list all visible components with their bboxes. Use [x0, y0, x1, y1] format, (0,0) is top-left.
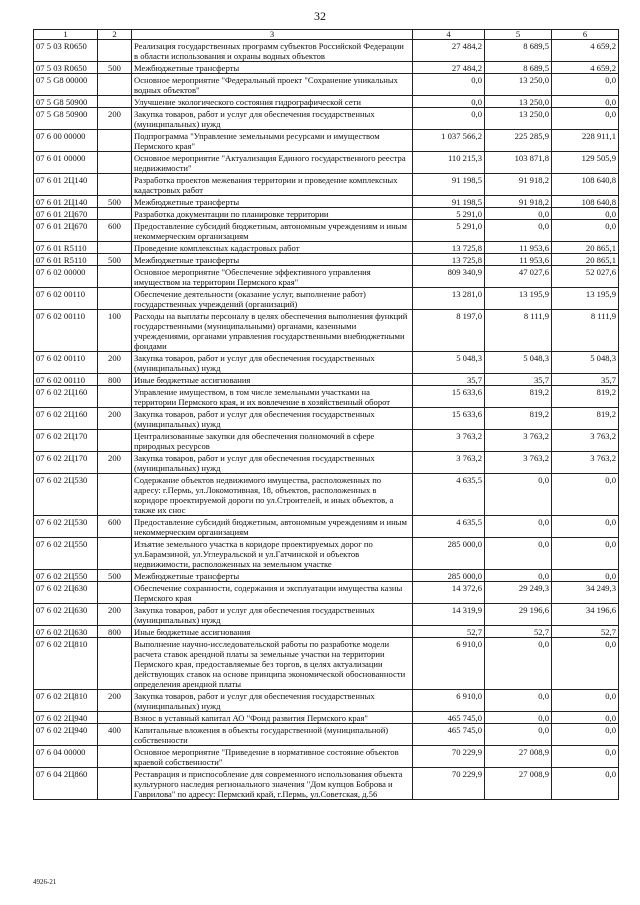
cell-amount-col5: 8 689,5: [485, 62, 552, 74]
cell-description: Закупка товаров, работ и услуг для обеспечения государственных (муниципальных) нужд: [132, 108, 413, 130]
cell-expense-type: [98, 746, 132, 768]
cell-amount-col5: 91 918,2: [485, 174, 552, 196]
cell-expense-type: [98, 74, 132, 96]
table-row: [34, 254, 619, 266]
cell-amount-col6: 0,0: [552, 538, 619, 570]
table-row: [34, 712, 619, 724]
column-header: 4: [413, 30, 485, 40]
cell-amount-col4: 0,0: [413, 108, 485, 130]
table-row: [34, 374, 619, 386]
cell-description: Расходы на выплаты персоналу в целях обеспечения выполнения функций государственными (муниципальными) органами, казенными учреждениями, органами управления государственными внебюджетными фондами: [132, 310, 413, 352]
cell-amount-col5: 3 763,2: [485, 430, 552, 452]
cell-amount-col6: 52 027,6: [552, 266, 619, 288]
table-row: [34, 220, 619, 242]
cell-amount-col5: 3 763,2: [485, 452, 552, 474]
cell-amount-col4: 465 745,0: [413, 724, 485, 746]
cell-amount-col5: 0,0: [485, 638, 552, 690]
cell-target-code: 07 6 02 00110: [34, 310, 98, 352]
cell-target-code: 07 6 02 2Ц630: [34, 626, 98, 638]
cell-amount-col5: 0,0: [485, 208, 552, 220]
cell-amount-col4: 14 372,6: [413, 582, 485, 604]
cell-target-code: 07 6 04 00000: [34, 746, 98, 768]
cell-amount-col4: 27 484,2: [413, 62, 485, 74]
table-row: [34, 430, 619, 452]
cell-amount-col5: 27 008,9: [485, 746, 552, 768]
cell-expense-type: 200: [98, 408, 132, 430]
column-header: 3: [132, 30, 413, 40]
cell-expense-type: [98, 130, 132, 152]
cell-description: Межбюджетные трансферты: [132, 570, 413, 582]
cell-amount-col5: 13 250,0: [485, 96, 552, 108]
cell-target-code: 07 6 01 00000: [34, 152, 98, 174]
cell-target-code: 07 6 02 2Ц170: [34, 452, 98, 474]
cell-amount-col5: 91 918,2: [485, 196, 552, 208]
column-header: 2: [98, 30, 132, 40]
cell-target-code: 07 6 02 00110: [34, 374, 98, 386]
table-row: [34, 516, 619, 538]
cell-amount-col4: 4 635,5: [413, 474, 485, 516]
cell-description: Разработка проектов межевания территории и проведение комплексных кадастровых работ: [132, 174, 413, 196]
cell-target-code: 07 6 02 2Ц160: [34, 408, 98, 430]
cell-amount-col6: 228 911,1: [552, 130, 619, 152]
cell-target-code: 07 6 01 2Ц670: [34, 220, 98, 242]
cell-amount-col6: 4 659,2: [552, 62, 619, 74]
cell-amount-col4: 70 229,9: [413, 768, 485, 800]
cell-target-code: 07 6 00 00000: [34, 130, 98, 152]
cell-amount-col5: 0,0: [485, 220, 552, 242]
cell-amount-col4: 13 725,8: [413, 254, 485, 266]
cell-expense-type: [98, 208, 132, 220]
cell-amount-col6: 0,0: [552, 712, 619, 724]
column-header: 6: [552, 30, 619, 40]
cell-amount-col5: 0,0: [485, 474, 552, 516]
cell-amount-col5: 27 008,9: [485, 768, 552, 800]
cell-amount-col5: 225 285,9: [485, 130, 552, 152]
table-row: [34, 746, 619, 768]
table-row: [34, 266, 619, 288]
cell-description: Централизованные закупки для обеспечения полномочий в сфере природных ресурсов: [132, 430, 413, 452]
cell-description: Выполнение научно-исследовательской работы по разработке модели расчета ставок арендной платы за земельные участки на территории Пермского края, предоставляемые без торгов, в целях актуализации действующих ставок на основе принципа экономической обоснованности определения арендной платы: [132, 638, 413, 690]
table-row: [34, 108, 619, 130]
cell-amount-col6: 34 196,6: [552, 604, 619, 626]
cell-description: Основное мероприятие "Федеральный проект "Сохранение уникальных водных объектов": [132, 74, 413, 96]
cell-expense-type: [98, 174, 132, 196]
table-row: [34, 74, 619, 96]
cell-amount-col6: 0,0: [552, 638, 619, 690]
cell-target-code: 07 6 01 2Ц140: [34, 174, 98, 196]
cell-description: Обеспечение деятельности (оказание услуг, выполнение работ) государственных учреждений (организаций): [132, 288, 413, 310]
table-header-row: [34, 30, 619, 40]
cell-description: Разработка документации по планировке территории: [132, 208, 413, 220]
cell-expense-type: [98, 40, 132, 62]
cell-amount-col5: 29 249,3: [485, 582, 552, 604]
cell-amount-col5: 8 111,9: [485, 310, 552, 352]
cell-expense-type: [98, 638, 132, 690]
cell-amount-col6: 0,0: [552, 208, 619, 220]
cell-target-code: 07 5 03 R0650: [34, 40, 98, 62]
cell-expense-type: 100: [98, 310, 132, 352]
cell-amount-col4: 52,7: [413, 626, 485, 638]
cell-amount-col4: 15 633,6: [413, 386, 485, 408]
cell-amount-col4: 1 037 566,2: [413, 130, 485, 152]
cell-target-code: 07 6 04 2Ц860: [34, 768, 98, 800]
table-row: [34, 174, 619, 196]
table-row: [34, 724, 619, 746]
cell-amount-col5: 29 196,6: [485, 604, 552, 626]
cell-amount-col6: 52,7: [552, 626, 619, 638]
cell-description: Закупка товаров, работ и услуг для обеспечения государственных (муниципальных) нужд: [132, 690, 413, 712]
cell-amount-col5: 35,7: [485, 374, 552, 386]
cell-amount-col6: 0,0: [552, 74, 619, 96]
cell-expense-type: 200: [98, 452, 132, 474]
cell-amount-col6: 4 659,2: [552, 40, 619, 62]
cell-description: Улучшение экологического состояния гидрографической сети: [132, 96, 413, 108]
cell-expense-type: [98, 430, 132, 452]
cell-amount-col6: 20 865,1: [552, 242, 619, 254]
cell-amount-col5: 11 953,6: [485, 254, 552, 266]
cell-amount-col6: 20 865,1: [552, 254, 619, 266]
cell-target-code: 07 6 02 2Ц940: [34, 712, 98, 724]
cell-amount-col5: 819,2: [485, 386, 552, 408]
table-row: [34, 196, 619, 208]
cell-expense-type: [98, 474, 132, 516]
cell-amount-col6: 0,0: [552, 690, 619, 712]
cell-target-code: 07 6 02 2Ц630: [34, 604, 98, 626]
cell-amount-col4: 13 281,0: [413, 288, 485, 310]
cell-amount-col6: 0,0: [552, 96, 619, 108]
cell-target-code: 07 6 02 2Ц530: [34, 474, 98, 516]
cell-target-code: 07 5 G8 50900: [34, 108, 98, 130]
cell-expense-type: [98, 582, 132, 604]
table-row: [34, 582, 619, 604]
table-row: [34, 96, 619, 108]
cell-description: Изъятие земельного участка в коридоре проектируемых дорог по ул.Барамзиной, ул.Углеуральской и ул.Гатчинской и объектов недвижимости, расположенных на земельном участке: [132, 538, 413, 570]
cell-description: Закупка товаров, работ и услуг для обеспечения государственных (муниципальных) нужд: [132, 452, 413, 474]
cell-description: Закупка товаров, работ и услуг для обеспечения государственных (муниципальных) нужд: [132, 352, 413, 374]
cell-expense-type: 800: [98, 374, 132, 386]
cell-description: Иные бюджетные ассигнования: [132, 626, 413, 638]
cell-amount-col6: 5 048,3: [552, 352, 619, 374]
cell-amount-col4: 5 048,3: [413, 352, 485, 374]
cell-amount-col4: 91 198,5: [413, 174, 485, 196]
cell-target-code: 07 6 01 R5110: [34, 254, 98, 266]
cell-description: Содержание объектов недвижимого имущества, расположенных по адресу: г.Пермь, ул.Локомотивная, 18, объектов, расположенных в коридоре проектируемой дороги по ул.Строителей, и иных объектов, а также их снос: [132, 474, 413, 516]
cell-target-code: 07 6 02 00110: [34, 288, 98, 310]
cell-expense-type: [98, 96, 132, 108]
budget-table: [33, 29, 619, 800]
cell-amount-col4: 13 725,8: [413, 242, 485, 254]
cell-amount-col6: 0,0: [552, 516, 619, 538]
cell-amount-col4: 91 198,5: [413, 196, 485, 208]
cell-amount-col4: 4 635,5: [413, 516, 485, 538]
table-row: [34, 408, 619, 430]
cell-amount-col4: 6 910,0: [413, 638, 485, 690]
cell-amount-col6: 819,2: [552, 408, 619, 430]
cell-description: Предоставление субсидий бюджетным, автономным учреждениям и иным некоммерческим организациям: [132, 516, 413, 538]
cell-description: Обеспечение сохранности, содержания и эксплуатации имущества казны Пермского края: [132, 582, 413, 604]
cell-expense-type: [98, 386, 132, 408]
cell-expense-type: 200: [98, 690, 132, 712]
cell-target-code: 07 6 02 2Ц550: [34, 538, 98, 570]
cell-expense-type: [98, 288, 132, 310]
cell-expense-type: [98, 152, 132, 174]
cell-amount-col4: 285 000,0: [413, 570, 485, 582]
cell-description: Взнос в уставный капитал АО "Фонд развития Пермского края": [132, 712, 413, 724]
cell-description: Межбюджетные трансферты: [132, 62, 413, 74]
cell-description: Реставрация и приспособление для современного использования объекта культурного наследия регионального значения "Дом купцов Боброва и Гаврилова" по адресу: Пермский край, г.Пермь, ул.Советская, д.56: [132, 768, 413, 800]
table-row: [34, 310, 619, 352]
cell-amount-col6: 0,0: [552, 220, 619, 242]
cell-amount-col6: 819,2: [552, 386, 619, 408]
cell-amount-col5: 0,0: [485, 724, 552, 746]
cell-target-code: 07 6 01 R5110: [34, 242, 98, 254]
table-row: [34, 62, 619, 74]
cell-target-code: 07 6 02 2Ц810: [34, 638, 98, 690]
cell-amount-col5: 0,0: [485, 712, 552, 724]
cell-expense-type: [98, 242, 132, 254]
cell-amount-col4: 465 745,0: [413, 712, 485, 724]
table-row: [34, 152, 619, 174]
cell-amount-col4: 8 197,0: [413, 310, 485, 352]
cell-target-code: 07 6 02 2Ц550: [34, 570, 98, 582]
cell-amount-col6: 108 640,8: [552, 196, 619, 208]
cell-target-code: 07 6 02 00110: [34, 352, 98, 374]
cell-description: Закупка товаров, работ и услуг для обеспечения государственных (муниципальных) нужд: [132, 604, 413, 626]
cell-description: Управление имуществом, в том числе земельными участками на территории Пермского края, и их вовлечение в хозяйственный оборот: [132, 386, 413, 408]
cell-target-code: 07 5 G8 50900: [34, 96, 98, 108]
table-row: [34, 638, 619, 690]
cell-description: Проведение комплексных кадастровых работ: [132, 242, 413, 254]
table-row: [34, 352, 619, 374]
cell-target-code: 07 6 02 2Ц810: [34, 690, 98, 712]
cell-amount-col6: 0,0: [552, 570, 619, 582]
cell-amount-col6: 35,7: [552, 374, 619, 386]
cell-amount-col4: 0,0: [413, 74, 485, 96]
cell-amount-col4: 285 000,0: [413, 538, 485, 570]
cell-amount-col5: 47 027,6: [485, 266, 552, 288]
cell-amount-col5: 0,0: [485, 516, 552, 538]
cell-target-code: 07 6 02 2Ц160: [34, 386, 98, 408]
table-row: [34, 570, 619, 582]
cell-amount-col4: 6 910,0: [413, 690, 485, 712]
page-number: 32: [314, 9, 326, 23]
table-row: [34, 690, 619, 712]
cell-amount-col5: 8 689,5: [485, 40, 552, 62]
cell-expense-type: 500: [98, 196, 132, 208]
table-row: [34, 452, 619, 474]
cell-amount-col5: 0,0: [485, 570, 552, 582]
table-row: [34, 386, 619, 408]
cell-expense-type: [98, 538, 132, 570]
table-row: [34, 40, 619, 62]
table-row: [34, 208, 619, 220]
table-row: [34, 474, 619, 516]
cell-expense-type: 800: [98, 626, 132, 638]
cell-amount-col6: 108 640,8: [552, 174, 619, 196]
cell-amount-col4: 5 291,0: [413, 220, 485, 242]
cell-expense-type: 400: [98, 724, 132, 746]
cell-expense-type: [98, 712, 132, 724]
cell-amount-col4: 14 319,9: [413, 604, 485, 626]
cell-description: Предоставление субсидий бюджетным, автономным учреждениям и иным некоммерческим организациям: [132, 220, 413, 242]
cell-amount-col4: 70 229,9: [413, 746, 485, 768]
table-row: [34, 538, 619, 570]
cell-amount-col5: 11 953,6: [485, 242, 552, 254]
table-row: [34, 768, 619, 800]
cell-description: Иные бюджетные ассигнования: [132, 374, 413, 386]
cell-amount-col6: 8 111,9: [552, 310, 619, 352]
cell-description: Межбюджетные трансферты: [132, 196, 413, 208]
table-row: [34, 242, 619, 254]
cell-amount-col4: 5 291,0: [413, 208, 485, 220]
cell-amount-col6: 0,0: [552, 724, 619, 746]
cell-expense-type: 600: [98, 220, 132, 242]
cell-expense-type: [98, 266, 132, 288]
cell-amount-col4: 35,7: [413, 374, 485, 386]
cell-amount-col5: 13 250,0: [485, 108, 552, 130]
cell-amount-col5: 13 250,0: [485, 74, 552, 96]
cell-amount-col6: 0,0: [552, 474, 619, 516]
cell-description: Основное мероприятие "Актуализация Единого государственного реестра недвижимости": [132, 152, 413, 174]
cell-description: Основное мероприятие "Приведение в нормативное состояние объектов краевой собственности": [132, 746, 413, 768]
cell-expense-type: 500: [98, 254, 132, 266]
cell-target-code: 07 5 G8 00000: [34, 74, 98, 96]
cell-target-code: 07 6 01 2Ц670: [34, 208, 98, 220]
table-row: [34, 288, 619, 310]
cell-expense-type: 200: [98, 352, 132, 374]
cell-amount-col6: 3 763,2: [552, 430, 619, 452]
table-row: [34, 604, 619, 626]
table-row: [34, 626, 619, 638]
cell-expense-type: 600: [98, 516, 132, 538]
cell-description: Основное мероприятие "Обеспечение эффективного управления имуществом на территории Пермского края": [132, 266, 413, 288]
cell-amount-col5: 0,0: [485, 690, 552, 712]
cell-description: Межбюджетные трансферты: [132, 254, 413, 266]
cell-target-code: 07 6 02 2Ц170: [34, 430, 98, 452]
cell-expense-type: 500: [98, 570, 132, 582]
cell-amount-col6: 0,0: [552, 746, 619, 768]
cell-amount-col4: 0,0: [413, 96, 485, 108]
cell-expense-type: 200: [98, 108, 132, 130]
cell-amount-col5: 5 048,3: [485, 352, 552, 374]
cell-amount-col6: 3 763,2: [552, 452, 619, 474]
cell-amount-col4: 3 763,2: [413, 452, 485, 474]
table-row: [34, 130, 619, 152]
cell-target-code: 07 5 03 R0650: [34, 62, 98, 74]
cell-target-code: 07 6 02 2Ц630: [34, 582, 98, 604]
cell-amount-col4: 809 340,9: [413, 266, 485, 288]
cell-target-code: 07 6 02 00000: [34, 266, 98, 288]
cell-amount-col6: 13 195,9: [552, 288, 619, 310]
cell-amount-col6: 0,0: [552, 768, 619, 800]
cell-amount-col5: 0,0: [485, 538, 552, 570]
column-header: 5: [485, 30, 552, 40]
cell-expense-type: 500: [98, 62, 132, 74]
cell-description: Подпрограмма "Управление земельными ресурсами и имуществом Пермского края": [132, 130, 413, 152]
cell-amount-col5: 819,2: [485, 408, 552, 430]
column-header: 1: [34, 30, 98, 40]
cell-amount-col4: 15 633,6: [413, 408, 485, 430]
cell-amount-col5: 103 871,8: [485, 152, 552, 174]
cell-amount-col4: 110 215,3: [413, 152, 485, 174]
cell-expense-type: [98, 768, 132, 800]
cell-target-code: 07 6 01 2Ц140: [34, 196, 98, 208]
cell-description: Закупка товаров, работ и услуг для обеспечения государственных (муниципальных) нужд: [132, 408, 413, 430]
cell-amount-col4: 27 484,2: [413, 40, 485, 62]
cell-amount-col4: 3 763,2: [413, 430, 485, 452]
cell-description: Капитальные вложения в объекты государственной (муниципальной) собственности: [132, 724, 413, 746]
cell-amount-col6: 129 505,9: [552, 152, 619, 174]
cell-target-code: 07 6 02 2Ц530: [34, 516, 98, 538]
footer-code: 4926-21: [33, 878, 57, 886]
cell-amount-col6: 34 249,3: [552, 582, 619, 604]
cell-expense-type: 200: [98, 604, 132, 626]
cell-description: Реализация государственных программ субъектов Российской Федерации в области использования и охраны водных объектов: [132, 40, 413, 62]
cell-target-code: 07 6 02 2Ц940: [34, 724, 98, 746]
cell-amount-col5: 52,7: [485, 626, 552, 638]
cell-amount-col5: 13 195,9: [485, 288, 552, 310]
cell-amount-col6: 0,0: [552, 108, 619, 130]
